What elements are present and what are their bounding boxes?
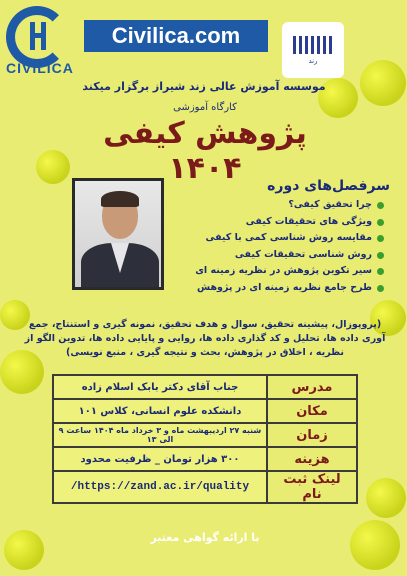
registration-label: لینک ثبت نام (267, 471, 357, 503)
instructor-label: مدرس (267, 375, 357, 399)
time-value: شنبه ۲۷ اردیبهشت ماه و ۳ خرداد ماه ۱۴۰۴ ساعت ۹ الی ۱۳ (53, 423, 267, 447)
registration-link[interactable]: https://zand.ac.ir/quality/ (53, 471, 267, 503)
decor-ball (366, 478, 406, 518)
logo-text: CIVILICA (6, 60, 74, 76)
info-table (52, 374, 358, 504)
list-item: مقایسه روش شناسی کمی با کیفی (172, 230, 384, 247)
topic-list (172, 197, 384, 296)
time-label: زمان (267, 423, 357, 447)
workshop-label: کارگاه آموزشی (173, 102, 237, 113)
header (0, 0, 407, 80)
page-title: پژوهش کیفی ۱۴۰۴ (103, 116, 307, 186)
decor-ball (350, 520, 400, 570)
table-row (53, 447, 357, 471)
logo-h-mark (30, 22, 46, 50)
institute-logo-icon (282, 22, 344, 78)
instructor-photo (72, 178, 164, 290)
list-item: ویژگی های تحقیقات کیفی (172, 214, 384, 231)
table-row (53, 399, 357, 423)
cost-label: هزینه (267, 447, 357, 471)
civilica-logo-icon[interactable] (6, 6, 76, 74)
location-label: مکان (267, 399, 357, 423)
institute-logo-name: رند (308, 56, 318, 65)
table-row (53, 471, 357, 503)
list-item: سیر تکوین پژوهش در نظریه زمینه ای (172, 263, 384, 280)
institute-logo-bars (293, 36, 333, 54)
course-headings-title: سرفصل‌های دوره (267, 178, 390, 194)
table-row (53, 423, 357, 447)
cost-value: ۳۰۰ هزار تومان _ ظرفیت محدود (53, 447, 267, 471)
list-item: چرا تحقیق کیفی؟ (172, 197, 384, 214)
table-row (53, 375, 357, 399)
institute-line: موسسه آموزش عالی زند شیراز برگزار میکند (82, 80, 326, 93)
decor-ball (36, 150, 70, 184)
topics-description: (پروپوزال، پیشینه تحقیق، سوال و هدف تحقیق، نمونه گیری و استنتاج، جمع آوری داده ها، تحلیل و کد گذاری داده ها، روایی و پایایی داده ها، تدوین الگو از نظریه ، اخلاق در پژوهش، بحث و نتیجه گیری ، منبع نویسی) (24, 319, 386, 358)
list-item: روش شناسی تحقیقات کیفی (172, 247, 384, 264)
site-name[interactable]: Civilica.com (84, 20, 268, 52)
location-value: دانشکده علوم انسانی، کلاس ۱۰۱ (53, 399, 267, 423)
list-item: طرح جامع نظریه زمینه ای در پژوهش (172, 280, 384, 297)
certificate-note: با ارائه گواهی معتبر (150, 531, 260, 544)
instructor-value: جناب آقای دکتر بابک اسلام زاده (53, 375, 267, 399)
decor-ball (4, 530, 44, 570)
